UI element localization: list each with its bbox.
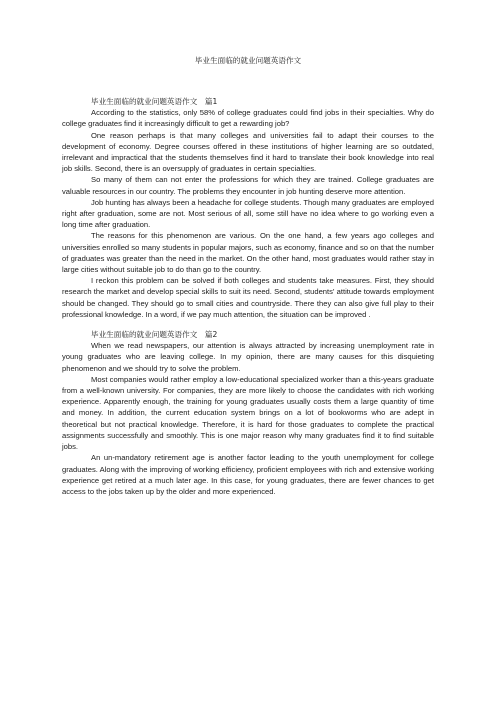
essay-heading: 毕业生面临的就业问题英语作文 篇2: [91, 330, 218, 340]
document-title: 毕业生面临的就业问题英语作文: [194, 56, 302, 65]
essay-paragraph: One reason perhaps is that many colleges and universities fail to adapt their courses to the development of economy. Degree courses offered in these institutions of higher learning are so outdated, irrelevant and impractical that the students themselves find it hard to translate their book knowledge into real job skills. Second, there is an oversupply of graduates in certain specialties.: [62, 130, 434, 174]
document-body: [62, 96, 434, 497]
essay-paragraph: The reasons for this phenomenon are various. On the one hand, a few years ago colleges and universities enrolled so many students in popular majors, such as economy, finance and so on that the number of graduates was greater than the need in the market. On the other hand, most graduates would rather stay in large cities without suitable job to do than go to the country.: [62, 231, 434, 275]
essay-paragraph: According to the statistics, only 58% of college graduates could find jobs in their specialties. Why do college graduates find it increasingly difficult to get a rewarding job?: [62, 108, 434, 129]
essay-paragraph: Most companies would rather employ a low-educational specialized worker than a this-years graduate from a well-known university. For companies, they are more likely to choose the candidates with rich working experience. Apparently enough, the training for young graduates usually costs them a large quantity of time and money. In addition, the current education system brings on a lot of bookworms who are adept in theoretical but not practical knowledge. Therefore, it is hard for those graduates to complete the practical assignments successfully and smoothly. This is one major reason why many graduates find it to find suitable jobs.: [62, 374, 434, 452]
essay-paragraph: Job hunting has always been a headache for college students. Though many graduates are employed right after graduation, some are not. Most serious of all, some still have no idea where to go working even a long time after graduation.: [62, 197, 434, 230]
essay-paragraph: So many of them can not enter the professions for which they are trained. College graduates are valuable resources in our country. The problems they encounter in job hunting deserve more attention.: [62, 175, 434, 196]
essay-heading: 毕业生面临的就业问题英语作文 篇1: [91, 97, 218, 106]
essay-section-2: [62, 329, 434, 497]
essay-section-1: [62, 96, 434, 320]
essay-paragraph: An un-mandatory retirement age is another factor leading to the youth unemployment for college graduates. Along with the improving of working efficiency, proficient employees with rich and extensive working experience get retired at a much later age. In this case, for young graduates, there are fewer chances to get access to the jobs taken up by the older and more experienced.: [62, 453, 434, 496]
essay-paragraph: When we read newspapers, our attention is always attracted by increasing unemployment rate in young graduates who are leaving college. In my opinion, there are many causes for this disquieting phenomenon and we should try to solve the problem.: [62, 341, 434, 373]
essay-paragraph: I reckon this problem can be solved if both colleges and students take measures. First, they should research the market and develop special skills to suit its need. Second, students' attitude towards employment should be changed. They should go to small cities and countryside. There they can also give full play to their professional knowledge. In a word, if we pay much attention, the situation can be improved .: [62, 276, 434, 319]
